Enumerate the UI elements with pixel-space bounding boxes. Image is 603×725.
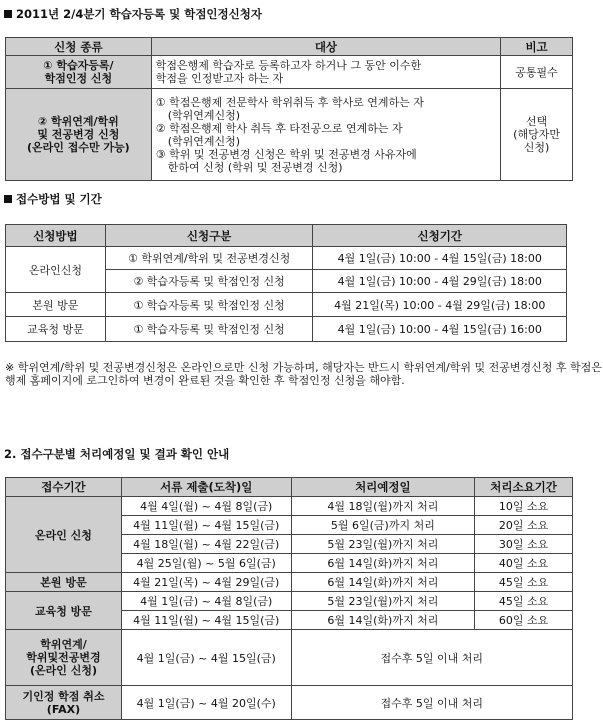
submit-cell: 4월 11일(월) ~ 4월 15일(금) [121,611,291,630]
office-label: 교육청 방문 [6,592,122,630]
square-bullet-icon [4,10,12,18]
table-row [6,573,573,592]
method-cell: 교육청 방문 [6,317,106,342]
days-cell: 60일 소요 [475,611,573,630]
days-cell: 30일 소요 [475,535,573,554]
submit-cell: 4월 25일(월) ~ 5월 6일(금) [121,554,291,573]
period-cell: 4월 1일(금) 10:00 - 4월 15일(금) 18:00 [313,247,567,270]
square-bullet-icon [4,195,12,203]
note-cell: 공통필수 [501,56,573,89]
submit-cell: 4월 1일(금) ~ 4월 20일(수) [121,686,291,720]
reception-period-table [5,224,567,342]
header-process: 처리예정일 [291,478,475,497]
header-note: 비고 [501,38,573,56]
process-cell: 6월 14일(화)까지 처리 [291,554,475,573]
online-label: 온라인 신청 [6,497,122,573]
process-cell: 5월 23일(월)까지 처리 [291,592,475,611]
header-reception: 접수기간 [6,478,122,497]
section3-heading: 2. 접수구분별 처리예정일 및 결과 확인 안내 [4,447,230,461]
cancel-label: 기인정 학점 취소 (FAX) [6,686,122,720]
type-cell: ② 학습자등록 및 학점인정 신청 [105,270,313,293]
target-cell: ① 학점은행제 전문학사 학위취득 후 학사로 연계하는 자 (학위연계신청) ② 학점은행제 학사 취득 후 타전공으로 연계하는 자 (학위연계신청) ③ 학위 및 전공변경 신청은 학위 및 전공변경 사유자에 한하여 신청 (학위 및 전공변경 신청) [151,89,500,181]
processing-schedule-table [5,477,573,720]
table-row [6,293,567,317]
submit-cell: 4월 18일(월) ~ 4월 22일(금) [121,535,291,554]
header-type: 신청구분 [105,225,313,247]
process-cell: 5월 6일(금)까지 처리 [291,516,475,535]
table-row [6,56,573,89]
type-cell: ① 학위연계/학위 및 전공변경신청 [105,247,313,270]
degree-label: 학위연계/ 학위및전공변경 (온라인 신청) [6,630,122,686]
process-cell: 4월 18일(월)까지 처리 [291,497,475,516]
note-cell: 선택 (해당자만 신청) [501,89,573,181]
process-cell: 6월 14일(화)까지 처리 [291,611,475,630]
table-row [6,497,573,516]
table-row [6,630,573,686]
type-cell: ① 학습자등록 및 학점인정 신청 [105,293,313,317]
kind-cell: ② 학위연계/학위 및 전공변경 신청 (온라인 접수만 가능) [6,89,152,181]
header-kind: 신청 종류 [6,38,152,56]
section2-heading: 접수방법 및 기간 [4,191,102,207]
method-cell: 본원 방문 [6,293,106,317]
visit-label: 본원 방문 [6,573,122,592]
days-cell: 45일 소요 [475,573,573,592]
process-cell: 6월 14일(화)까지 처리 [291,573,475,592]
process-cell: 접수후 5일 이내 처리 [291,630,572,686]
period-cell: 4월 21일(목) 10:00 - 4월 29일(금) 18:00 [313,293,567,317]
submit-cell: 4월 1일(금) ~ 4월 8일(금) [121,592,291,611]
kind-cell: ① 학습자등록/ 학점인정 신청 [6,56,152,89]
online-only-notice: ※ 학위연계/학위 및 전공변경신청은 온라인으로만 신청 가능하며, 해당자는 반드시 학위연계/학위 및 전공변경신청 후 학점은행제 홈페이지에 로그인하여 변경이 완료된 것을 확인한 후 학점인정 신청을 해야함. [5,361,602,387]
method-cell: 온라인신청 [6,247,106,293]
table-row [6,89,573,181]
submit-cell: 4월 21일(목) ~ 4월 29일(금) [121,573,291,592]
table-row [6,686,573,720]
days-cell: 10일 소요 [475,497,573,516]
days-cell: 40일 소요 [475,554,573,573]
days-cell: 20일 소요 [475,516,573,535]
header-method: 신청방법 [6,225,106,247]
submit-cell: 4월 11일(월) ~ 4월 15일(금) [121,516,291,535]
type-cell: ① 학습자등록 및 학점인정 신청 [105,317,313,342]
application-type-table [5,37,573,181]
table-row [6,317,567,342]
section1-heading: 2011년 2/4분기 학습자등록 및 학점인정신청자 [4,6,262,22]
days-cell: 45일 소요 [475,592,573,611]
process-cell: 접수후 5일 이내 처리 [291,686,572,720]
header-period: 신청기간 [313,225,567,247]
table-row [6,592,573,611]
process-cell: 5월 23일(월)까지 처리 [291,535,475,554]
target-cell: 학점은행제 학습자로 등록하고자 하거나 그 동안 이수한 학점을 인정받고자 하는 자 [151,56,500,89]
period-cell: 4월 1일(금) 10:00 - 4월 15일(금) 16:00 [313,317,567,342]
header-submit: 서류 제출(도착)일 [121,478,291,497]
table-row [6,247,567,270]
period-cell: 4월 1일(금) 10:00 - 4월 29일(금) 18:00 [313,270,567,293]
header-days: 처리소요기간 [475,478,573,497]
submit-cell: 4월 1일(금) ~ 4월 15일(금) [121,630,291,686]
header-target: 대상 [151,38,500,56]
submit-cell: 4월 4일(월) ~ 4월 8일(금) [121,497,291,516]
